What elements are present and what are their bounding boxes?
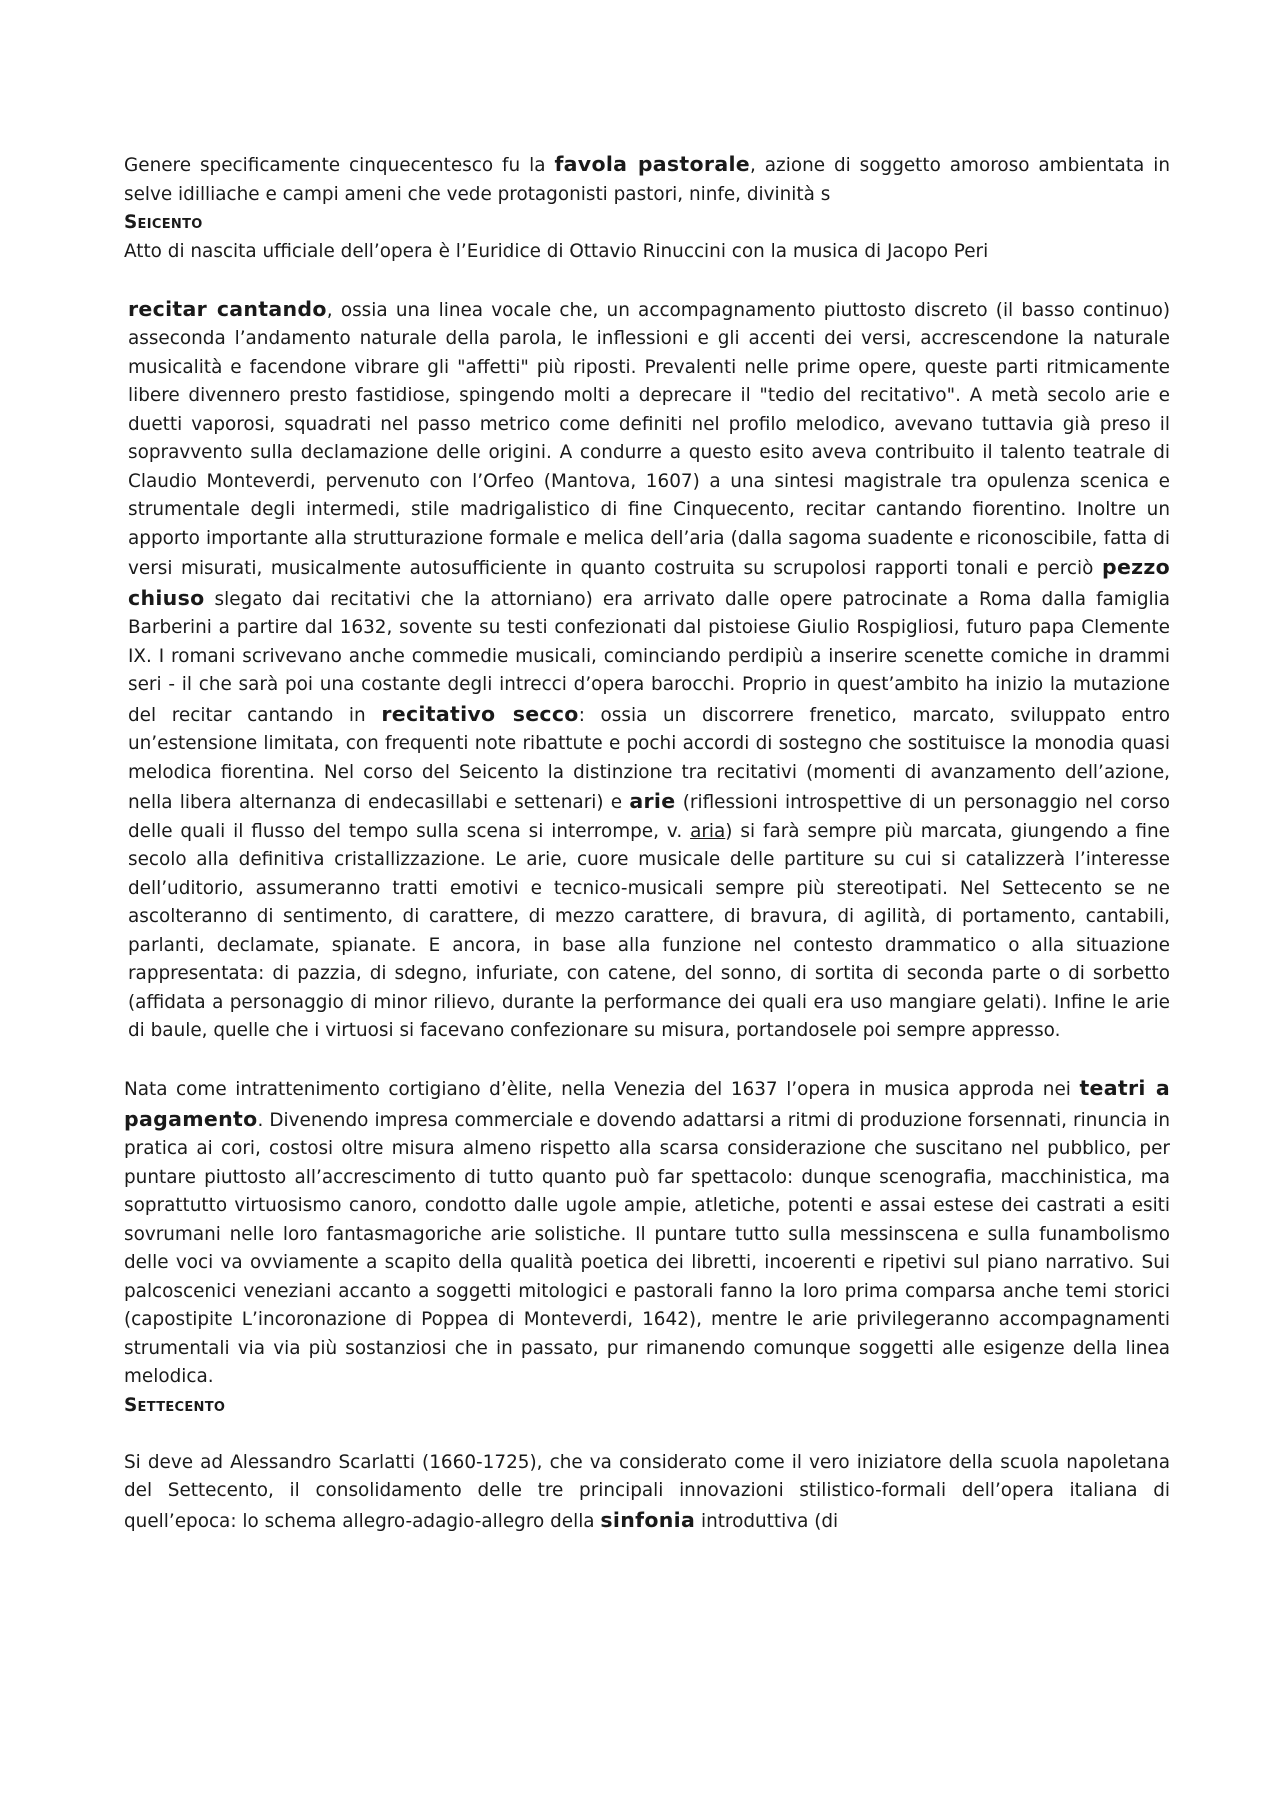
term-teatri-a-pagamento: teatri a pagamento [124,1076,1171,1131]
aria-link[interactable]: aria [690,820,726,842]
recitar-text-1: , ossia una linea vocale che, un accompagnamento piuttosto discreto (il basso continuo) asseconda l’andamento naturale della parola, le inflessioni e gli accenti dei versi, accrescendone la naturale musicalità e facendone vibrare gli "affetti" più riposti. Prevalenti nelle prime opere, queste parti ritmicamente libere divennero presto fastidiose, spingendo molti a deprecare il "tedio del recitativo". A metà secolo arie e duetti vaporosi, squadrati nel passo metrico come definiti nel profilo melodico, avevano tuttavia già preso il sopravvento sulla declamazione delle origini. A condurre a questo esito aveva contribuito il talento teatrale di Claudio Monteverdi, pervenuto con l’Orfeo (Mantova, 1607) a una sintesi magistrale tra opulenza scenica e strumentale degli intermedi, stile madrigalistico di fine Cinquecento, recitar cantando fiorentino. Inoltre un apporto importante alla strutturazione formale e melica dell’aria (dalla sagoma suadente e riconoscibile, fatta di versi misurati, musicalmente autosufficiente in quanto costruita su scrupolosi rapporti tonali e perciò [128,299,1171,579]
heading-seicento: Seicento [124,212,203,233]
term-arie: arie [629,789,676,813]
intro-text-b: , azione di soggetto amoroso ambientata in selve idilliache e campi ameni che vede protagonisti pastori, ninfe, divinità s [124,155,1171,205]
recitar-paragraph [124,295,1170,1046]
recitar-text-4: (riflessioni introspettive di un personaggio nel corso delle quali il flusso del tempo sulla scena si interrompe, v. [128,792,1170,842]
recitar-text-2: slegato dai recitativi che la attorniano) era arrivato dalle opere patrocinate a Roma dalla famiglia Barberini a partire dal 1632, sovente su testi confezionati dal pistoiese Giulio Rospigliosi, futuro papa Clemente IX. I romani scrivevano anche commedie musicali, cominciando perdipiù a inserire scenette comiche in drammi seri - il che sarà poi una costante degli intrecci d’opera barocchi. Proprio in quest’ambito ha inizio la mutazione del recitar cantando in [128,588,1170,726]
term-recitativo-secco: recitativo secco [381,701,579,726]
recitar-text-5: ) si farà sempre più marcata, giungendo a fine secolo alla definitiva cristallizzazione. Le arie, cuore musicale delle partiture su cui si catalizzerà l’interesse dell’uditorio, assumeranno tratti emotivi e tecnico-musicali sempre più stereotipati. Nel Settecento se ne ascolteranno di sentimento, di carattere, di mezzo carattere, di bravura, di agilità, di portamento, cantabili, parlanti, declamate, spianate. E ancora, in base alla funzione nel contesto drammatico o alla situazione rappresentata: di pazzia, di sdegno, infuriate, con catene, del sonno, di sortita di seconda parte o di sorbetto (affidata a personaggio di minor rilievo, durante la performance dei quali era uso mangiare gelati). Infine le arie di baule, quelle che i virtuosi si facevano confezionare su misura, portandosele poi sempre appresso. [128,820,1170,1041]
document-body [124,150,1170,1536]
venezia-text-1: Nata come intrattenimento cortigiano d’èlite, nella Venezia del 1637 l’opera in musica approda nei [124,1079,1080,1100]
venezia-paragraph [124,1074,1170,1392]
intro-text-a: Genere specificamente cinquecentesco fu la [124,155,555,176]
settecento-text-1: Si deve ad Alessandro Scarlatti (1660-1725), che va considerato come il vero iniziatore della scuola napoletana del Settecento, il consolidamento delle tre principali innovazioni stilistico-formali dell’opera italiana di quell’epoca: lo schema allegro-adagio-allegro della [124,1451,1170,1532]
seicento-first-line: Atto di nascita ufficiale dell’opera è l’Euridice di Ottavio Rinuccini con la musica di Jacopo Peri [124,240,989,262]
spacer [124,1420,1170,1449]
spacer [124,1046,1170,1075]
settecento-text-2: introduttiva (di [695,1510,839,1532]
term-sinfonia: sinfonia [600,1507,696,1532]
settecento-paragraph [124,1449,1170,1537]
venezia-text-2: . Divenendo impresa commerciale e dovendo adattarsi a ritmi di produzione forsennati, rinuncia in pratica ai cori, costosi oltre misura almeno rispetto alla scarsa considerazione che suscitano nel pubblico, per puntare piuttosto all’accrescimento di tutto quanto può far spettacolo: dunque scenografia, macchinistica, ma soprattutto virtuosismo canoro, condotto dalle ugole ampie, atletiche, potenti e assai estese dei castrati a esiti sovrumani nelle loro fantasmagoriche arie solistiche. Il puntare tutto sulla messinscena e sulla funambolismo delle voci va ovviamente a scapito della qualità poetica dei libretti, incoerenti e ripetivi sul piano narrativo. Sui palcoscenici veneziani accanto a soggetti mitologici e pastorali fanno la loro prima comparsa anche temi storici (capostipite L’incoronazione di Poppea di Monteverdi, 1642), mentre le arie privilegeranno accompagnamenti strumentali via via più sostanziosi che in passato, pur rimanendo comunque soggetti alle esigenze della linea melodica. [124,1109,1170,1387]
heading-settecento: Settecento [124,1394,226,1416]
term-favola-pastorale: favola pastorale [554,152,750,176]
term-pezzo-chiuso: pezzo chiuso [128,555,1170,610]
recitar-text-3: : ossia un discorrere frenetico, marcato, sviluppato entro un’estensione limitata, con frequenti note ribattute e pochi accordi di sostegno che sostituisce la monodia quasi melodica fiorentina. Nel corso del Seicento la distinzione tra recitativi (momenti di avanzamento dell’azione, nella libera alternanza di endecasillabi e settenari) e [128,704,1170,813]
term-recitar-cantando: recitar cantando [128,296,327,321]
spacer [124,266,1170,295]
intro-paragraph [124,150,1170,209]
